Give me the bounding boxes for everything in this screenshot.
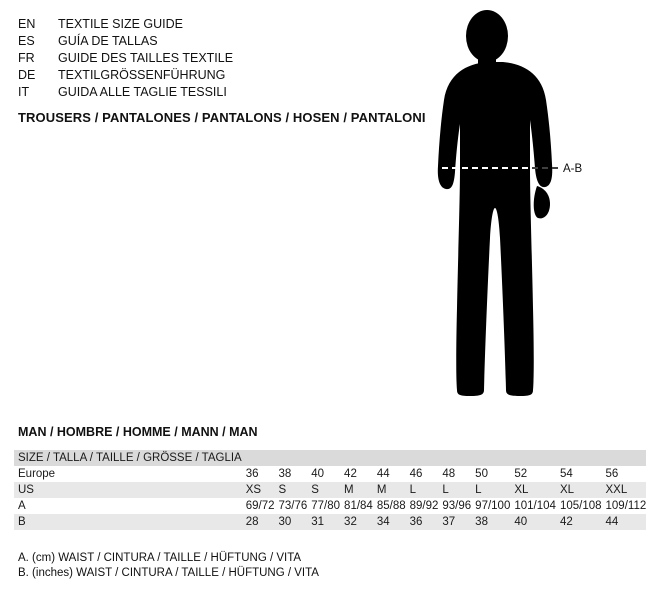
language-code: DE <box>18 68 36 82</box>
size-table <box>14 450 646 530</box>
footnotes <box>18 551 319 580</box>
table-cell: 97/100 <box>475 500 511 512</box>
row-label: Europe <box>18 468 56 480</box>
table-cell: L <box>442 484 449 496</box>
table-cell: 44 <box>605 516 619 528</box>
row-label: US <box>18 484 34 496</box>
table-cell: 36 <box>245 468 259 480</box>
table-caption: MAN / HOMBRE / HOMME / MANN / MAN <box>18 425 258 439</box>
language-text: GUIDA ALLE TAGLIE TESSILI <box>58 85 227 99</box>
table-cell: 89/92 <box>409 500 439 512</box>
footnote-a: A. (cm) WAIST / CINTURA / TAILLE / HÜFTUNG / VITA <box>18 552 302 564</box>
table-cell: M <box>376 484 387 496</box>
table-header-cell <box>307 450 340 466</box>
table-cell: 81/84 <box>344 500 373 512</box>
table-cell: S <box>278 484 287 496</box>
language-text: GUIDE DES TAILLES TEXTILE <box>58 51 234 65</box>
row-label: A <box>18 500 26 512</box>
table-cell: 34 <box>376 516 390 528</box>
table-cell: XXL <box>605 484 628 496</box>
table-cell: 36 <box>409 516 423 528</box>
language-code: FR <box>18 51 35 65</box>
table-cell: 109/112 <box>605 500 646 512</box>
table-cell: 101/104 <box>514 500 556 512</box>
table-cell: 37 <box>442 516 456 528</box>
table-cell: 30 <box>278 516 292 528</box>
language-row <box>18 16 378 33</box>
table-cell: 46 <box>409 468 423 480</box>
section-title: TROUSERS / PANTALONES / PANTALONS / HOSEN / PANTALONI <box>18 110 426 125</box>
table-cell: 42 <box>559 516 573 528</box>
table-cell: 73/76 <box>278 500 308 512</box>
table-header-cell <box>510 450 556 466</box>
language-code: EN <box>18 17 36 31</box>
table-cell: 42 <box>344 468 357 480</box>
table-cell: 54 <box>559 468 573 480</box>
footnote-b: B. (inches) WAIST / CINTURA / TAILLE / HÜFTUNG / VITA <box>18 566 319 579</box>
table-cell: 105/108 <box>559 500 602 512</box>
figure-silhouette <box>400 8 600 408</box>
table-cell: 50 <box>475 468 488 480</box>
language-row <box>18 67 378 84</box>
table-cell: 48 <box>442 468 456 480</box>
table-row <box>14 514 646 530</box>
table-header-cell <box>438 450 471 466</box>
table-cell: 32 <box>344 516 357 528</box>
table-header-cell <box>602 450 646 466</box>
table-cell: 31 <box>311 516 325 528</box>
table-header-cell <box>373 450 406 466</box>
table-cell: S <box>311 484 319 496</box>
table-row <box>14 482 646 498</box>
table-cell: 93/96 <box>442 500 472 512</box>
table-row <box>14 498 646 514</box>
table-cell: XL <box>559 484 575 496</box>
table-header-cell <box>406 450 439 466</box>
table-cell: 28 <box>245 516 259 528</box>
measure-line-ab <box>400 8 600 408</box>
table-cell: 40 <box>514 516 528 528</box>
table-cell: 69/72 <box>245 500 275 512</box>
table-header-row <box>14 450 646 466</box>
table-header-cell <box>274 450 307 466</box>
table-header-cell <box>340 450 373 466</box>
table-header-cell <box>556 450 602 466</box>
table-cell: 77/80 <box>311 500 341 512</box>
measure-label-ab: A-B <box>563 163 583 175</box>
language-text: GUÍA DE TALLAS <box>58 34 158 48</box>
table-cell: 38 <box>278 468 292 480</box>
table-cell: 85/88 <box>376 500 406 512</box>
table-cell: M <box>344 484 354 496</box>
table-cell: L <box>409 484 417 496</box>
table-cell: 38 <box>475 516 488 528</box>
table-header-cell <box>471 450 510 466</box>
table-cell: L <box>475 484 482 496</box>
table-row <box>14 466 646 482</box>
language-text: TEXTILGRÖSSENFÜHRUNG <box>58 68 226 82</box>
table-cell: XL <box>514 484 529 496</box>
language-row <box>18 50 378 67</box>
language-code: IT <box>18 85 30 99</box>
language-row <box>18 33 378 50</box>
table-cell: 52 <box>514 468 528 480</box>
table-header-cell <box>242 450 275 466</box>
language-header-block <box>18 16 378 101</box>
table-header-cell: SIZE / TALLA / TAILLE / GRÖSSE / TAGLIA <box>18 452 242 464</box>
table-cell: 56 <box>605 468 619 480</box>
table-cell: XS <box>245 484 262 496</box>
language-code: ES <box>18 34 35 48</box>
language-text: TEXTILE SIZE GUIDE <box>58 17 184 31</box>
table-cell: 40 <box>311 468 325 480</box>
table-cell: 44 <box>376 468 390 480</box>
language-row <box>18 84 378 101</box>
row-label: B <box>18 516 26 528</box>
